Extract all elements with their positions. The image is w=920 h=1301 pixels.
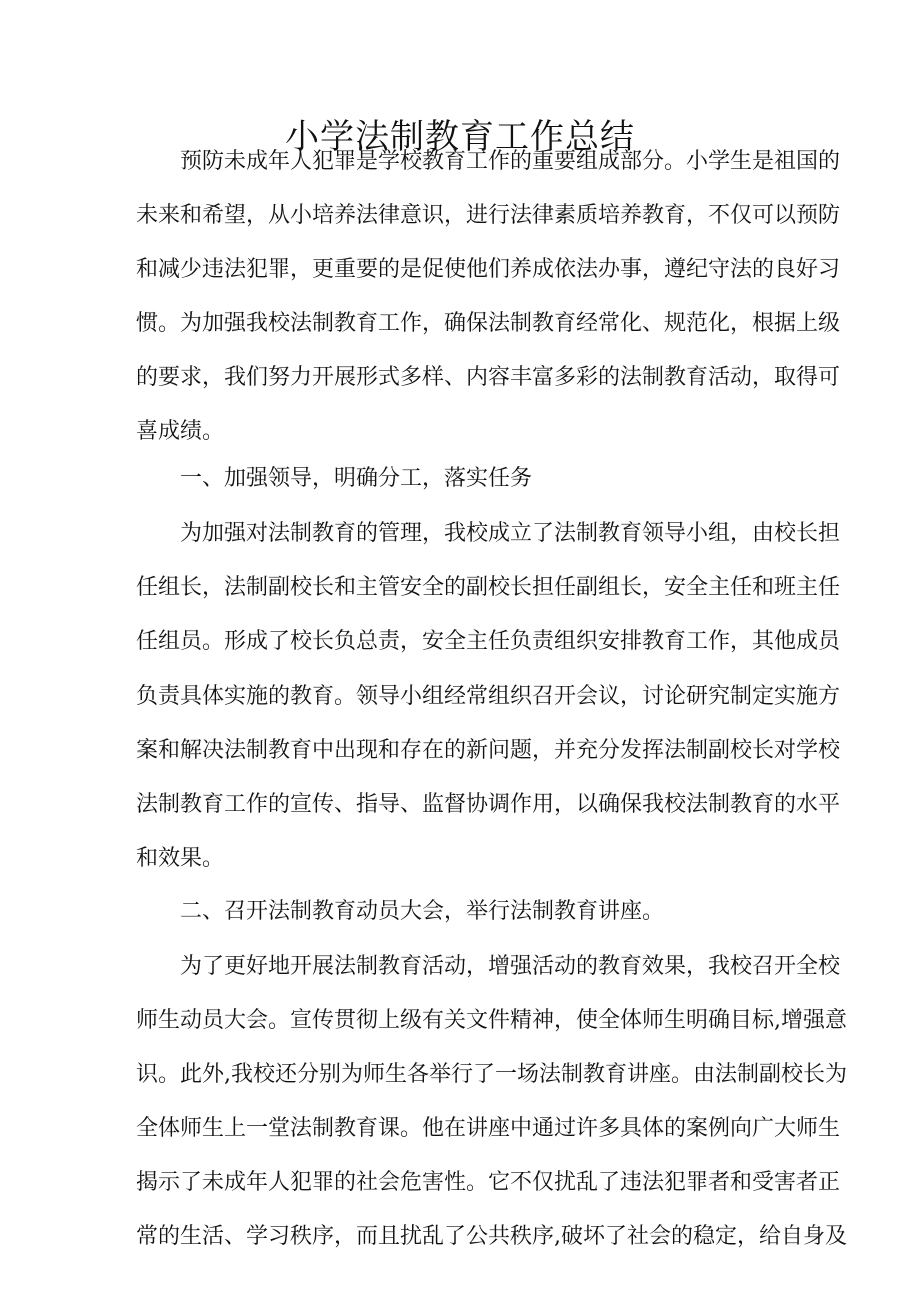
paragraph-line: 为了更好地开展法制教育活动，增强活动的教育效果，我校召开全校	[180, 954, 841, 979]
paragraph-line: 案和解决法制教育中出现和存在的新问题，并充分发挥法制副校长对学校	[136, 738, 841, 763]
paragraph-line: 识。此外,我校还分别为师生各举行了一场法制教育讲座。由法制副校长为	[136, 1062, 847, 1087]
paragraph-line: 的要求，我们努力开展形式多样、内容丰富多彩的法制教育活动，取得可	[136, 365, 841, 390]
paragraph-line: 惯。为加强我校法制教育工作，确保法制教育经常化、规范化，根据上级	[136, 311, 841, 336]
paragraph-line: 预防未成年人犯罪是学校教育工作的重要组成部分。小学生是祖国的	[180, 149, 841, 174]
paragraph-line: 师生动员大会。宣传贯彻上级有关文件精神，使全体师生明确目标,增强意	[136, 1008, 847, 1033]
paragraph-line: 常的生活、学习秩序，而且扰乱了公共秩序,破坏了社会的稳定，给自身及	[136, 1224, 847, 1249]
paragraph-line: 负责具体实施的教育。领导小组经常组织召开会议，讨论研究制定实施方	[136, 684, 841, 709]
paragraph-line: 全体师生上一堂法制教育课。他在讲座中通过许多具体的案例向广大师生	[136, 1116, 841, 1141]
section-heading: 一、加强领导，明确分工，落实任务	[180, 466, 533, 491]
paragraph-line: 喜成绩。	[136, 419, 225, 444]
paragraph-line: 揭示了未成年人犯罪的社会危害性。它不仅扰乱了违法犯罪者和受害者正	[136, 1170, 841, 1195]
document-title: 小学法制教育工作总结	[285, 117, 635, 157]
paragraph-line: 任组长，法制副校长和主管安全的副校长担任副组长，安全主任和班主任	[136, 575, 841, 600]
paragraph-line: 和减少违法犯罪，更重要的是促使他们养成依法办事，遵纪守法的良好习	[136, 257, 841, 282]
section-heading: 二、召开法制教育动员大会，举行法制教育讲座。	[180, 899, 665, 924]
paragraph-line: 任组员。形成了校长负总责，安全主任负责组织安排教育工作，其他成员	[136, 629, 841, 654]
paragraph-line: 未来和希望，从小培养法律意识，进行法律素质培养教育，不仅可以预防	[136, 203, 841, 228]
paragraph-line: 法制教育工作的宣传、指导、监督协调作用，以确保我校法制教育的水平	[136, 792, 841, 817]
paragraph-line: 为加强对法制教育的管理，我校成立了法制教育领导小组，由校长担	[180, 521, 841, 546]
paragraph-line: 和效果。	[136, 846, 225, 871]
